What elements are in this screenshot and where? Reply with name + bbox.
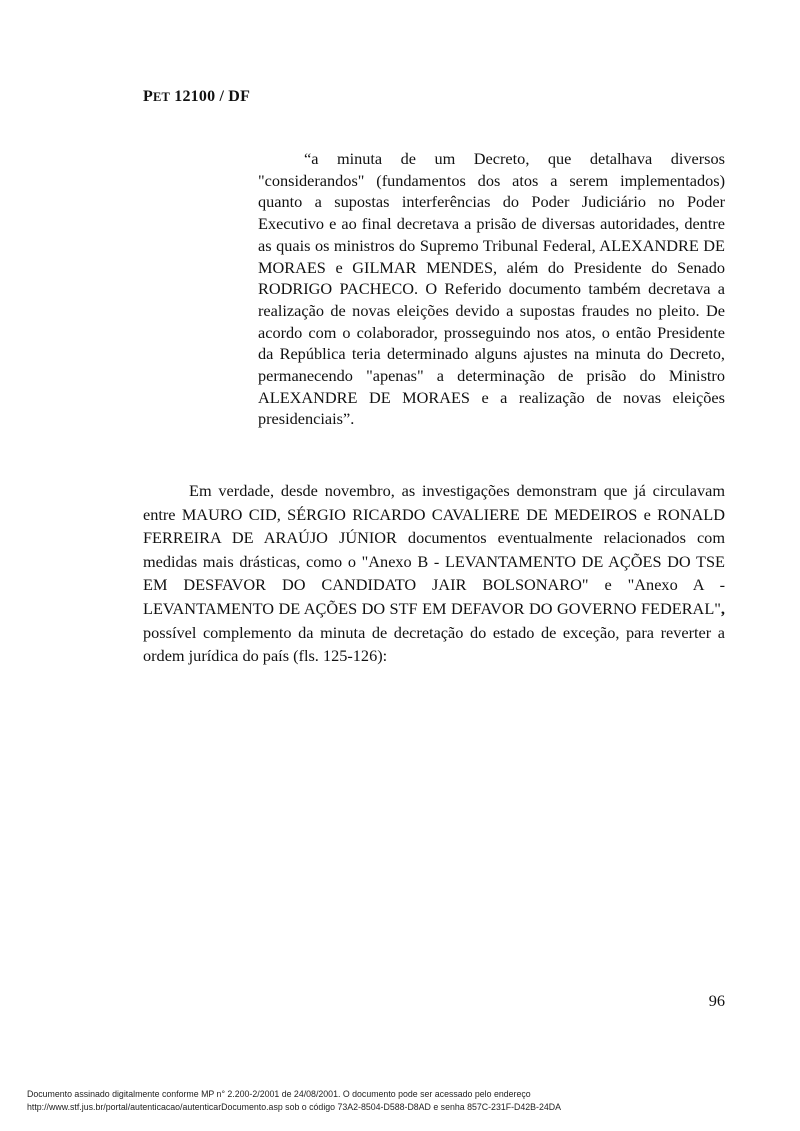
case-header-initial: P	[143, 88, 153, 105]
page-number: 96	[708, 991, 725, 1010]
signature-footer	[27, 1088, 787, 1114]
case-header	[143, 88, 250, 106]
footer-line-1: Documento assinado digitalmente conforme MP n° 2.200-2/2001 de 24/08/2001. O documento pode ser acessado pelo endereço	[27, 1089, 531, 1099]
body-paragraph	[143, 479, 725, 668]
body-paragraph-block	[143, 479, 725, 668]
body-paragraph-text-end: possível complemento da minuta de decretação do estado de exceção, para reverter a ordem jurídica do país (fls. 125-126):	[143, 622, 725, 666]
case-header-smallcaps: ET	[152, 90, 171, 104]
block-quote	[258, 148, 725, 430]
footer-line-2: http://www.stf.jus.br/portal/autenticacao/autenticarDocumento.asp sob o código 73A2-8504-D588-D8AD e senha 857C-231F-D42B-24DA	[27, 1102, 561, 1112]
body-paragraph-bold-comma: ,	[720, 598, 725, 618]
quote-paragraph: “a minuta de um Decreto, que detalhava diversos "considerandos" (fundamentos dos atos a serem implementados) quanto a supostas interferências do Poder Judiciário no Poder Executivo e ao final decretava a prisão de diversas autoridades, dentre as quais os ministros do Supremo Tribunal Federal, ALEXANDRE DE MORAES e GILMAR MENDES, além do Presidente do Senado RODRIGO PACHECO. O Referido documento também decretava a realização de novas eleições devido a supostas fraudes no pleito. De acordo com o colaborador, prosseguindo nos atos, o então Presidente da República teria determinado alguns ajustes na minuta do Decreto, permanecendo "apenas" a determinação de prisão do Ministro ALEXANDRE DE MORAES e a realização de novas eleições presidenciais”.	[258, 149, 725, 429]
body-paragraph-text-start: Em verdade, desde novembro, as investigações demonstram que já circulavam entre MAURO CID, SÉRGIO RICARDO CAVALIERE DE MEDEIROS e RONALD FERREIRA DE ARAÚJO JÚNIOR documentos eventualmente relacionados com medidas mais drásticas, como o "Anexo B - LEVANTAMENTO DE AÇÕES DO TSE EM DESFAVOR DO CANDIDATO JAIR BOLSONARO" e "Anexo A - LEVANTAMENTO DE AÇÕES DO STF EM DEFAVOR DO GOVERNO FEDERAL"	[143, 481, 725, 618]
case-header-number: 12100 / DF	[174, 88, 251, 105]
